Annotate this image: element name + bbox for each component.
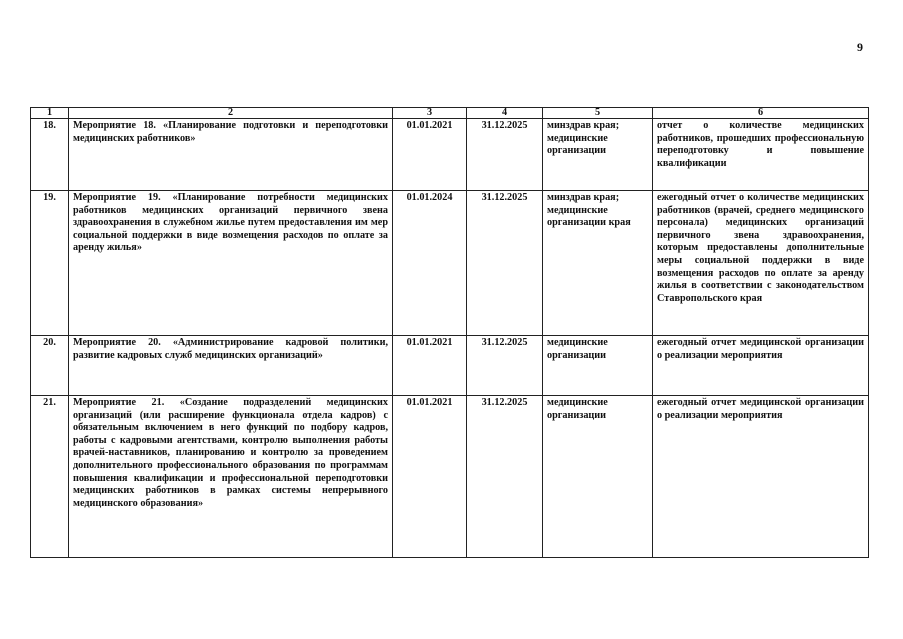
activity-name: Мероприятие 20. «Администрирование кадровой политики, развитие кадровых служб медицинских организаций» <box>69 336 393 396</box>
expected-result: ежегодный отчет медицинской организации о реализации мероприятия <box>653 396 869 558</box>
expected-result: ежегодный отчет медицинской организации о реализации мероприятия <box>653 336 869 396</box>
table-row <box>31 336 869 396</box>
table-header-row <box>31 108 869 119</box>
expected-result: отчет о количестве медицинских работников, прошедших профессиональную переподготовку и повышение квалификации <box>653 119 869 191</box>
executor: медицинские организации <box>543 336 653 396</box>
end-date: 31.12.2025 <box>467 191 543 336</box>
column-header: 1 <box>31 108 69 119</box>
executor: минздрав края; медицинские организации края <box>543 191 653 336</box>
row-number: 18. <box>31 119 69 191</box>
column-header: 4 <box>467 108 543 119</box>
start-date: 01.01.2021 <box>393 119 467 191</box>
end-date: 31.12.2025 <box>467 336 543 396</box>
row-number: 19. <box>31 191 69 336</box>
executor: минздрав края; медицинские организации <box>543 119 653 191</box>
column-header: 6 <box>653 108 869 119</box>
column-header: 3 <box>393 108 467 119</box>
end-date: 31.12.2025 <box>467 119 543 191</box>
start-date: 01.01.2021 <box>393 396 467 558</box>
activity-name: Мероприятие 21. «Создание подразделений медицинских организаций (или расширение функционала отдела кадров) с обязательным включением в него функций по подбору кадров, работы с кадровыми агентствами, контролю выполнения работы врачей-наставников, планированию и контролю за проведением дополнительного профессионального образования по программам повышения квалификации и профессиональной переподготовки медицинских работников в рамках системы непрерывного медицинского образования» <box>69 396 393 558</box>
column-header: 2 <box>69 108 393 119</box>
executor: медицинские организации <box>543 396 653 558</box>
activity-name: Мероприятие 19. «Планирование потребности медицинских работников медицинских организаций первичного звена здравоохранения в служебном жилье путем предоставления им мер социальной поддержки в виде возмещения расходов по оплате за аренду жилья» <box>69 191 393 336</box>
activity-name: Мероприятие 18. «Планирование подготовки и переподготовки медицинских работников» <box>69 119 393 191</box>
expected-result: ежегодный отчет о количестве медицинских работников (врачей, среднего медицинского персонала) медицинских организаций первичного звена здравоохранения, которым предоставлены дополнительные меры социальной поддержки в виде возмещения расходов по оплате за аренду жилья в соответствии с законодательством Ставропольского края <box>653 191 869 336</box>
table-row <box>31 396 869 558</box>
start-date: 01.01.2021 <box>393 336 467 396</box>
row-number: 21. <box>31 396 69 558</box>
column-header: 5 <box>543 108 653 119</box>
page-number: 9 <box>857 40 863 54</box>
activities-table <box>30 107 869 558</box>
table-row <box>31 119 869 191</box>
end-date: 31.12.2025 <box>467 396 543 558</box>
start-date: 01.01.2024 <box>393 191 467 336</box>
row-number: 20. <box>31 336 69 396</box>
table-row <box>31 191 869 336</box>
